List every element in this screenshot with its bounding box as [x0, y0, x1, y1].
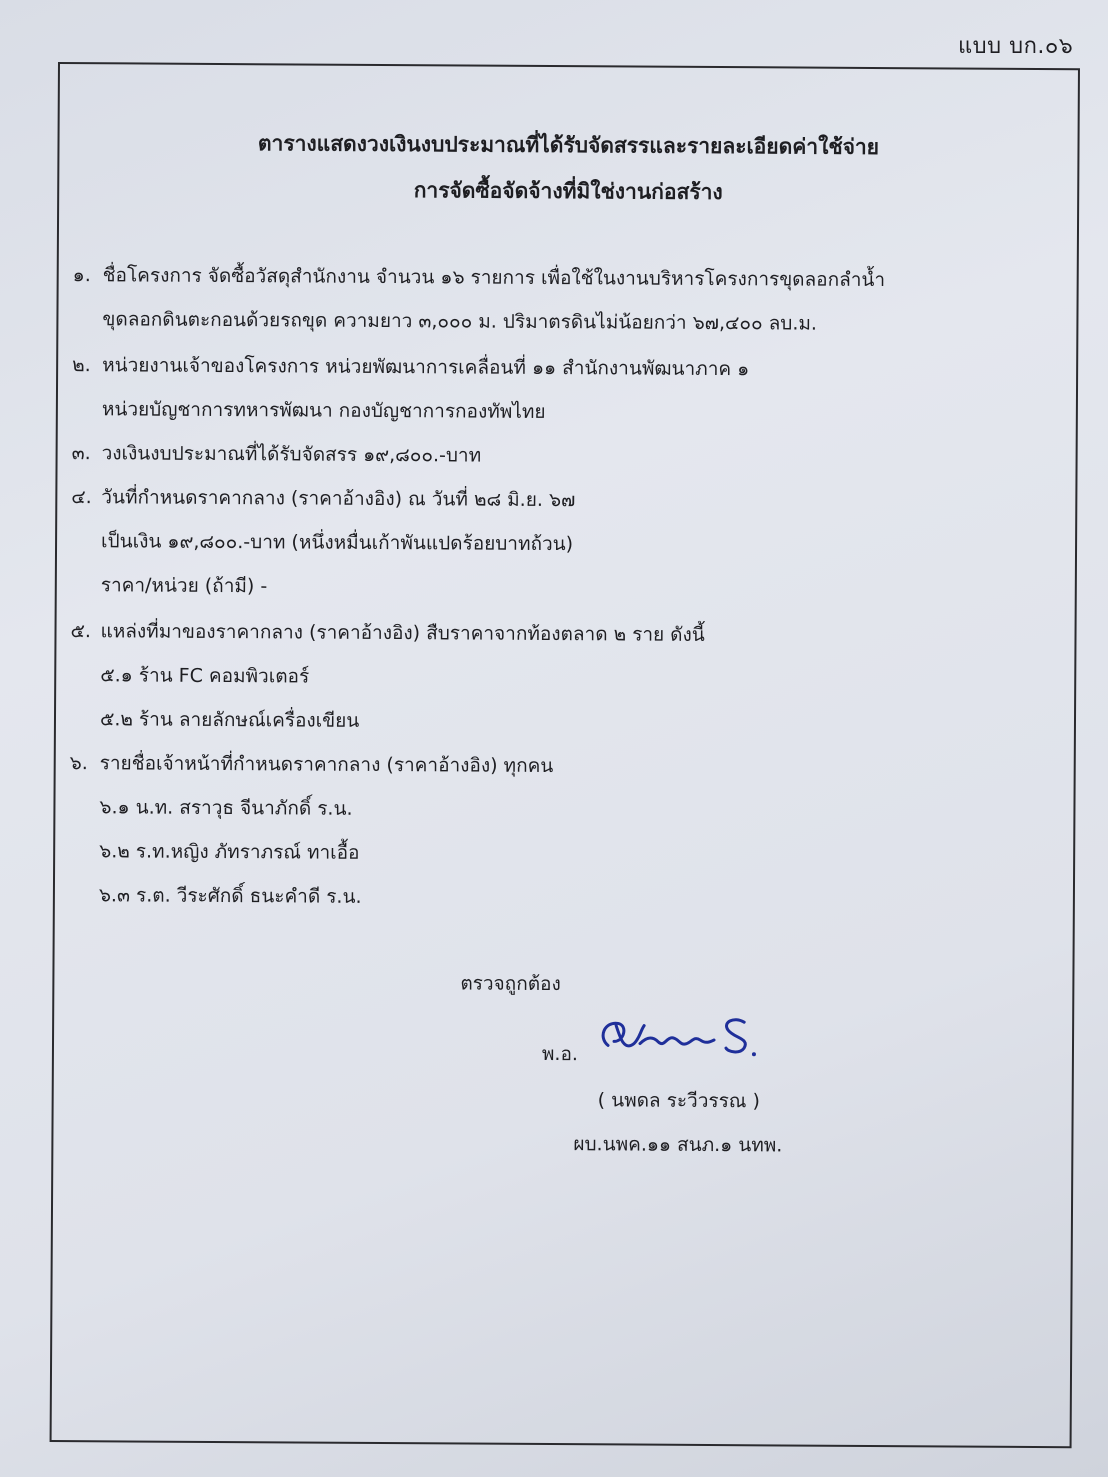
- form-code: แบบ บก.๐๖: [958, 34, 1074, 59]
- item-6-officer-1: ๖.๑ น.ท. สราวุธ จีนาภักดิ์ ร.น.: [99, 796, 353, 820]
- item-6-number: ๖.: [69, 752, 88, 775]
- item-3-text: วงเงินงบประมาณที่ได้รับจัดสรร ๑๙,๘๐๐.-บาท: [101, 442, 482, 467]
- item-4-number: ๔.: [71, 486, 92, 509]
- item-6: [70, 748, 554, 781]
- item-6-text: รายชื่อเจ้าหน้าที่กำหนดราคากลาง (ราคาอ้างอิง) ทุกคน: [99, 752, 554, 778]
- item-5-source-2: ๕.๒ ร้าน ลายลักษณ์เครื่องเขียน: [99, 708, 360, 732]
- item-2-text: หน่วยงานเจ้าของโครงการ หน่วยพัฒนาการเคลื่อนที่ ๑๑ สำนักงานพัฒนาภาค ๑: [102, 354, 750, 381]
- item-3-number: ๓.: [71, 442, 91, 465]
- item-5-source-1: ๕.๑ ร้าน FC คอมพิวเตอร์: [100, 664, 310, 688]
- item-2-continued: หน่วยบัญชาการทหารพัฒนา กองบัญชาการกองทัพไทย: [101, 398, 546, 423]
- item-5: [70, 616, 704, 650]
- item-1: [73, 260, 886, 295]
- document-title: ตารางแสดงวงเงินงบประมาณที่ได้รับจัดสรรและรายละเอียดค่าใช้จ่าย: [257, 131, 880, 160]
- item-6-officer-3: ๖.๓ ร.ต. วีระศักดิ์ ธนะคำดี ร.น.: [98, 884, 362, 908]
- signer-rank: พ.อ.: [541, 1042, 579, 1066]
- handwritten-signature: [594, 1007, 774, 1068]
- verified-label: ตรวจถูกต้อง: [460, 972, 561, 996]
- item-5-number: ๕.: [70, 620, 92, 643]
- item-4-unit-price: ราคา/หน่วย (ถ้ามี) -: [100, 574, 268, 598]
- item-4: [71, 482, 575, 515]
- document-frame: [50, 62, 1080, 1448]
- signer-name: ( นพดล ระวีวรรณ ): [597, 1089, 760, 1113]
- item-6-officer-2: ๖.๒ ร.ท.หญิง ภัทราภรณ์ ทาเอื้อ: [99, 840, 360, 864]
- item-3: [72, 438, 482, 471]
- item-1-continued: ขุดลอกดินตะกอนด้วยรถขุด ความยาว ๓,๐๐๐ ม. ปริมาตรดินไม่น้อยกว่า ๖๗,๔๐๐ ลบ.ม.: [102, 308, 818, 335]
- item-5-text: แหล่งที่มาของราคากลาง (ราคาอ้างอิง) สืบราคาจากท้องตลาด ๒ ราย ดังนี้: [100, 620, 705, 646]
- document-subtitle: การจัดซื้อจัดจ้างที่มิใช่งานก่อสร้าง: [413, 178, 723, 205]
- signer-position: ผบ.นพค.๑๑ สนภ.๑ นทพ.: [573, 1133, 783, 1157]
- item-4-text: วันที่กำหนดราคากลาง (ราคาอ้างอิง) ณ วันที่ ๒๘ มิ.ย. ๖๗: [101, 486, 576, 512]
- item-1-number: ๑.: [72, 264, 91, 287]
- item-1-text: ชื่อโครงการ จัดซื้อวัสดุสำนักงาน จำนวน ๑๖ รายการ เพื่อใช้ในงานบริหารโครงการขุดลอกลำน้ำ: [102, 264, 886, 292]
- item-2: [72, 350, 749, 384]
- item-4-amount: เป็นเงิน ๑๙,๘๐๐.-บาท (หนึ่งหมื่นเก้าพันแปดร้อยบาทถ้วน): [101, 530, 574, 556]
- item-2-number: ๒.: [72, 354, 91, 377]
